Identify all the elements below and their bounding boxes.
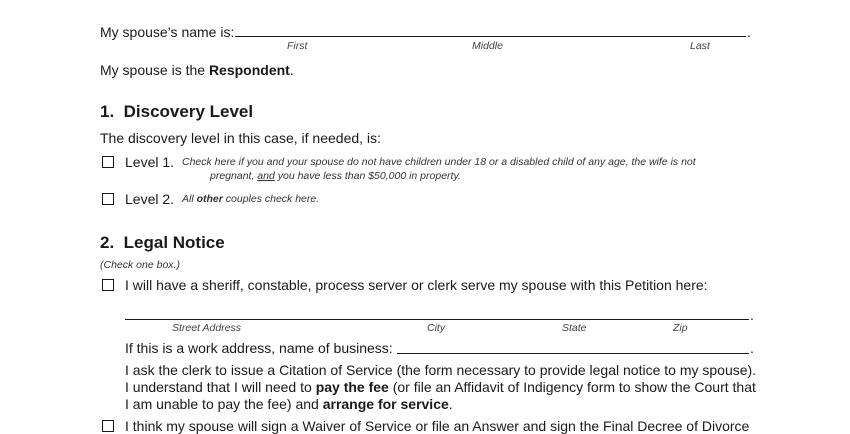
check-one-note: (Check one box.) [100,259,180,271]
level-1-label: Level 1. [125,154,175,170]
citation-line3-bold: arrange for service [322,396,449,412]
section-2-heading [100,233,225,253]
respondent-suffix: . [289,62,294,78]
business-label: If this is a work address, name of business: [125,340,393,356]
level-2-note-pre: All [182,193,197,205]
address-field[interactable] [125,319,749,320]
section-2-number: 2. [100,233,115,252]
caption-street-address: Street Address [172,322,242,334]
level-2-label: Level 2. [125,191,175,207]
level-1-note-line2 [210,170,461,182]
section-1-title: Discovery Level [123,102,254,121]
business-period: . [750,340,754,356]
discovery-intro: The discovery level in this case, if needed, is: [100,130,381,146]
caption-state: State [562,322,587,334]
caption-last: Last [690,40,710,52]
level-1-note-underline: and [257,170,275,182]
level-1-checkbox[interactable] [102,156,114,168]
citation-line3-post: . [448,396,453,412]
level-1-note-line1: Check here if you and your spouse do not have children under 18 or a disabled child of any age, the wife is not [182,156,696,168]
citation-line2-post: (or file an Affidavit of Indigency form to show the Court that [388,379,756,395]
respondent-bold: Respondent [208,62,290,78]
level-1-note-post: you have less than $50,000 in property. [274,170,461,182]
service-option-2-checkbox[interactable] [102,420,114,432]
caption-zip: Zip [673,322,688,334]
citation-line2-bold: pay the fee [315,379,389,395]
respondent-prefix: My spouse is the [100,62,209,78]
spouse-name-period: . [747,24,751,40]
caption-middle: Middle [472,40,503,52]
spouse-name-field[interactable] [235,36,746,37]
service-option-2-text: I think my spouse will sign a Waiver of Service or file an Answer and sign the Final Decree of Divorce [125,418,750,434]
citation-para-line3 [125,396,453,412]
section-1-number: 1. [100,102,115,121]
service-option-1-checkbox[interactable] [102,279,114,291]
address-period: . [750,307,754,323]
caption-first: First [287,40,308,52]
level-2-note-bold: other [196,193,223,205]
citation-line3-pre: I am unable to pay the fee) and [125,396,323,412]
section-1-heading [100,102,253,122]
caption-city: City [427,322,446,334]
level-2-note-post: couples check here. [222,193,320,205]
service-option-1-text: I will have a sheriff, constable, process server or clerk serve my spouse with this Petition here: [125,277,708,293]
business-name-field[interactable] [397,353,749,354]
level-1-note-pre: pregnant, [210,170,258,182]
respondent-statement [100,62,294,78]
citation-para-line1: I ask the clerk to issue a Citation of Service (the form necessary to provide legal notice to my spouse). [125,362,757,378]
level-2-note [182,193,319,205]
spouse-name-label: My spouse’s name is: [100,24,235,40]
section-2-title: Legal Notice [123,233,225,252]
citation-para-line2 [125,379,756,395]
level-2-checkbox[interactable] [102,193,114,205]
citation-line2-pre: I understand that I will need to [125,379,316,395]
